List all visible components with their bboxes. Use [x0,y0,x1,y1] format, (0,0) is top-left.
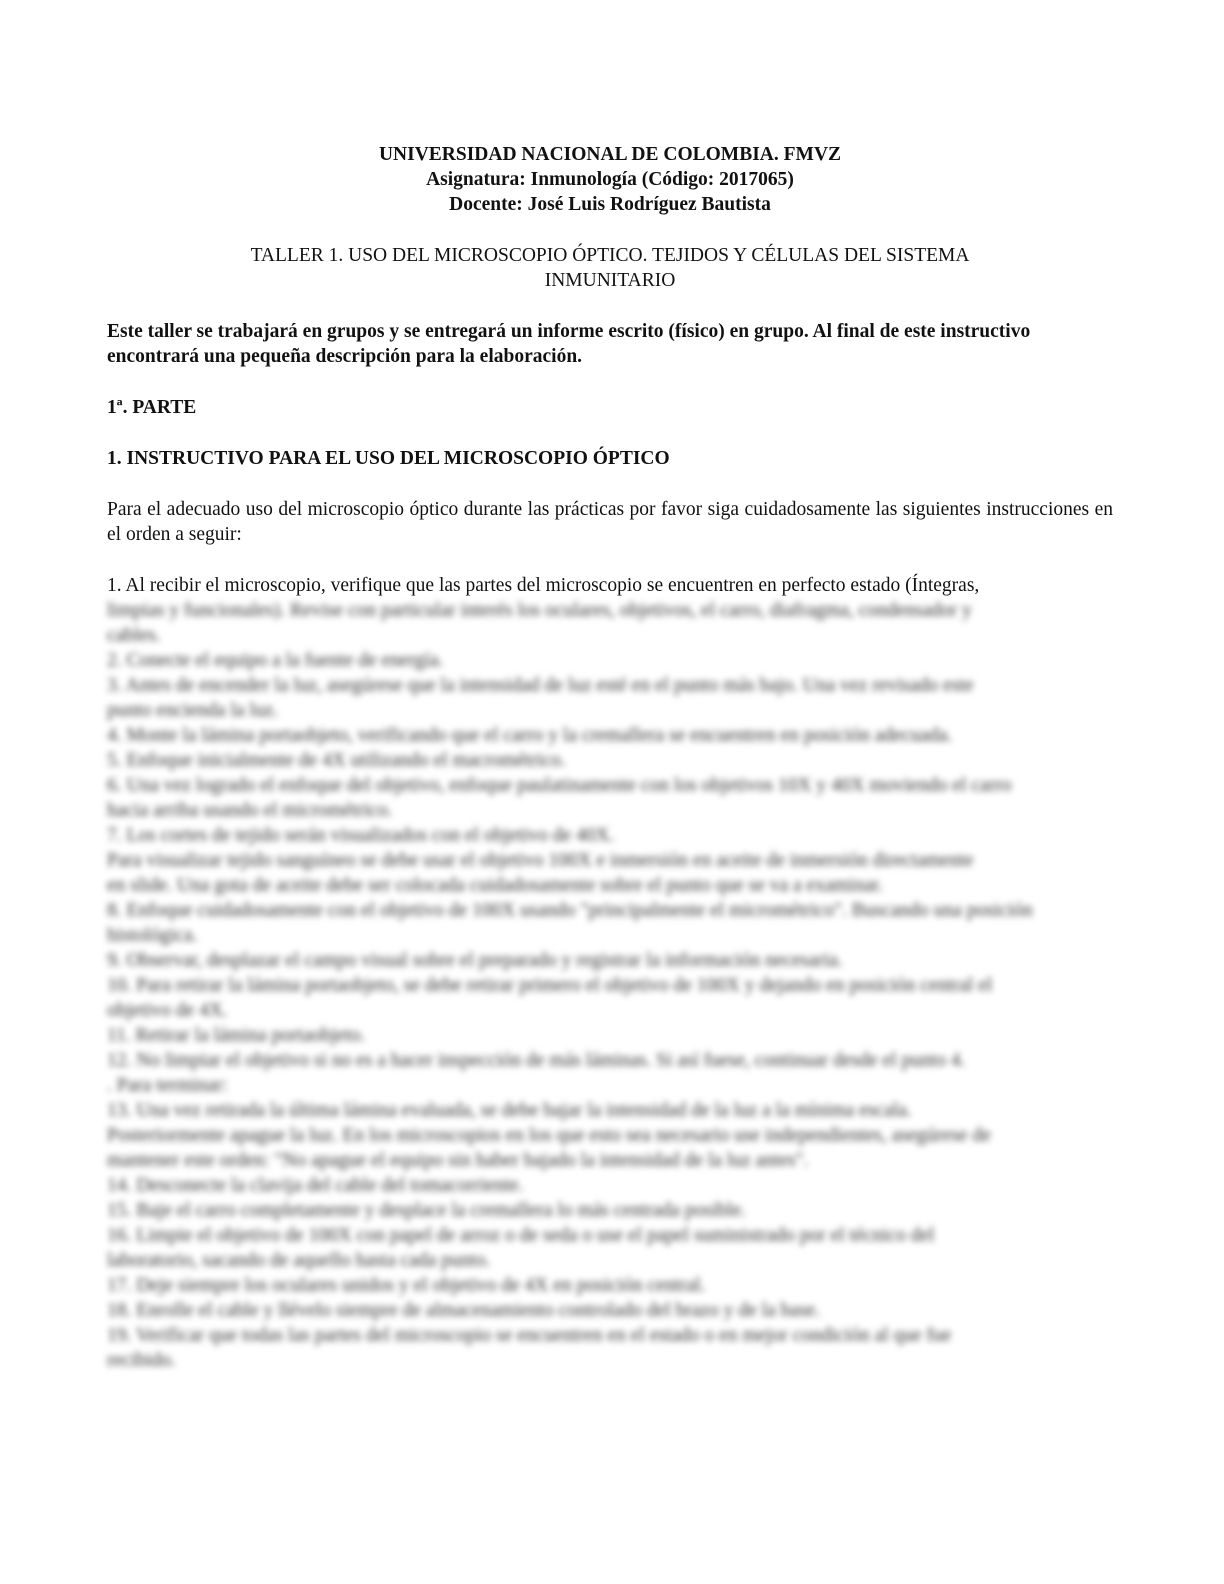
university-name: UNIVERSIDAD NACIONAL DE COLOMBIA. FMVZ [378,144,842,165]
blurred-line: mantener este orden: "No apague el equipo sin haber bajado la intensidad de la luz antes". [107,1150,809,1171]
workshop-title-line1: TALLER 1. USO DEL MICROSCOPIO ÓPTICO. TEJIDOS Y CÉLULAS DEL SISTEMA [250,245,970,266]
instructions-paragraph: Para el adecuado uso del microscopio óptico durante las prácticas por favor siga cuidadosamente las siguientes instrucciones en el orden a seguir: [107,499,1113,545]
blurred-line: 18. Enrolle el cable y llévelo siempre de almacenamiento controlado del brazo y de la base. [107,1300,821,1321]
blurred-line: 8. Enfoque cuidadosamente con el objetivo de 100X usando "principalmente el micrométrico". Buscando una posición [107,900,1033,921]
blurred-line: 19. Verificar que todas las partes del microscopio se encuentren en el estado o en mejor condición al que fue [107,1325,952,1346]
blurred-line: 2. Conecte el equipo a la fuente de energía. [107,650,444,671]
blurred-line: 11. Retirar la lámina portaobjeto. [107,1025,366,1046]
blurred-line: 12. No limpiar el objetivo si no es a hacer inspección de más láminas. Si así fuese, continuar desde el punto 4. [107,1050,966,1071]
blurred-line: 9. Observar, desplazar el campo visual sobre el preparado y registrar la información necesaria. [107,950,843,971]
blurred-line: . Para terminar: [107,1075,228,1096]
blurred-line: 3. Antes de encender la luz, asegúrese que la intensidad de luz esté en el punto más bajo. Una vez revisado este [107,675,974,696]
section-title: 1. INSTRUCTIVO PARA EL USO DEL MICROSCOPIO ÓPTICO [107,448,670,469]
intro-paragraph: Este taller se trabajará en grupos y se entregará un informe escrito (físico) en grupo. Al final de este instructivo encontrará una pequeña descripción para la elaboración. [107,321,1031,367]
blurred-line: punto encienda la luz. [107,700,279,721]
blurred-line: en slide. Una gota de aceite debe ser colocada cuidadosamente sobre el punto que se va a examinar. [107,875,883,896]
blurred-line: histológica. [107,925,198,946]
teacher-line: Docente: José Luis Rodríguez Bautista [449,194,771,215]
blurred-line: objetivo de 4X. [107,1000,228,1021]
blurred-line: cables. [107,625,161,646]
blurred-line: Para visualizar tejido sanguíneo se debe usar el objetivo 100X e inmersión en aceite de inmersión directamente [107,850,974,871]
blurred-line: 17. Deje siempre los oculares unidos y el objetivo de 4X en posición central. [107,1275,706,1296]
step-1-visible-line: 1. Al recibir el microscopio, verifique que las partes del microscopio se encuentren en perfecto estado (Íntegras, [107,575,980,596]
subject-line: Asignatura: Inmunología (Código: 2017065) [426,169,794,190]
blurred-line: 14. Desconecte la clavija del cable del tomacorriente. [107,1175,524,1196]
blurred-line: 7. Los cortes de tejido serán visualizados con el objetivo de 40X. [107,825,615,846]
blurred-line: 13. Una vez retirada la última lámina evaluada, se debe bajar la intensidad de la luz a la mínima escala. [107,1100,912,1121]
document-page [107,142,1113,1373]
document-header [107,142,1113,217]
blurred-line: 6. Una vez logrado el enfoque del objetivo, enfoque paulatinamente con los objetivos 10X y 40X moviendo el carro [107,775,1012,796]
blurred-line: limpias y funcionales). Revise con particular interés los oculares, objetivos, el carro, diafragma, condensador y [107,600,972,621]
blurred-line: recibido. [107,1350,176,1371]
blurred-line: Posteriormente apague la luz. En los microscopios en los que esto sea necesario use independientes, asegúrese de [107,1125,991,1146]
blurred-line: laboratorio, sacando de aquello hasta cada punto. [107,1250,491,1271]
blurred-line: 16. Limpie el objetivo de 100X con papel de arroz o de seda o use el papel suministrado por el técnico del [107,1225,935,1246]
blurred-line: 10. Para retirar la lámina portaobjeto, se debe retirar primero el objetivo de 100X y dejando en posición central el [107,975,993,996]
blurred-line: 4. Monte la lámina portaobjeto, verificando que el carro y la cremallera se encuentren en posición adecuada. [107,725,953,746]
blurred-line: 15. Baje el carro completamente y desplace la cremallera lo más centrada posible. [107,1200,746,1221]
blurred-line: 5. Enfoque inicialmente de 4X utilizando el macrométrico. [107,750,566,771]
part-label: 1ª. PARTE [107,397,197,418]
workshop-title [107,243,1113,293]
workshop-title-line2: INMUNITARIO [544,270,676,291]
blurred-line: hacia arriba usando el micrométrico. [107,800,393,821]
blurred-instructions [107,598,1113,1373]
